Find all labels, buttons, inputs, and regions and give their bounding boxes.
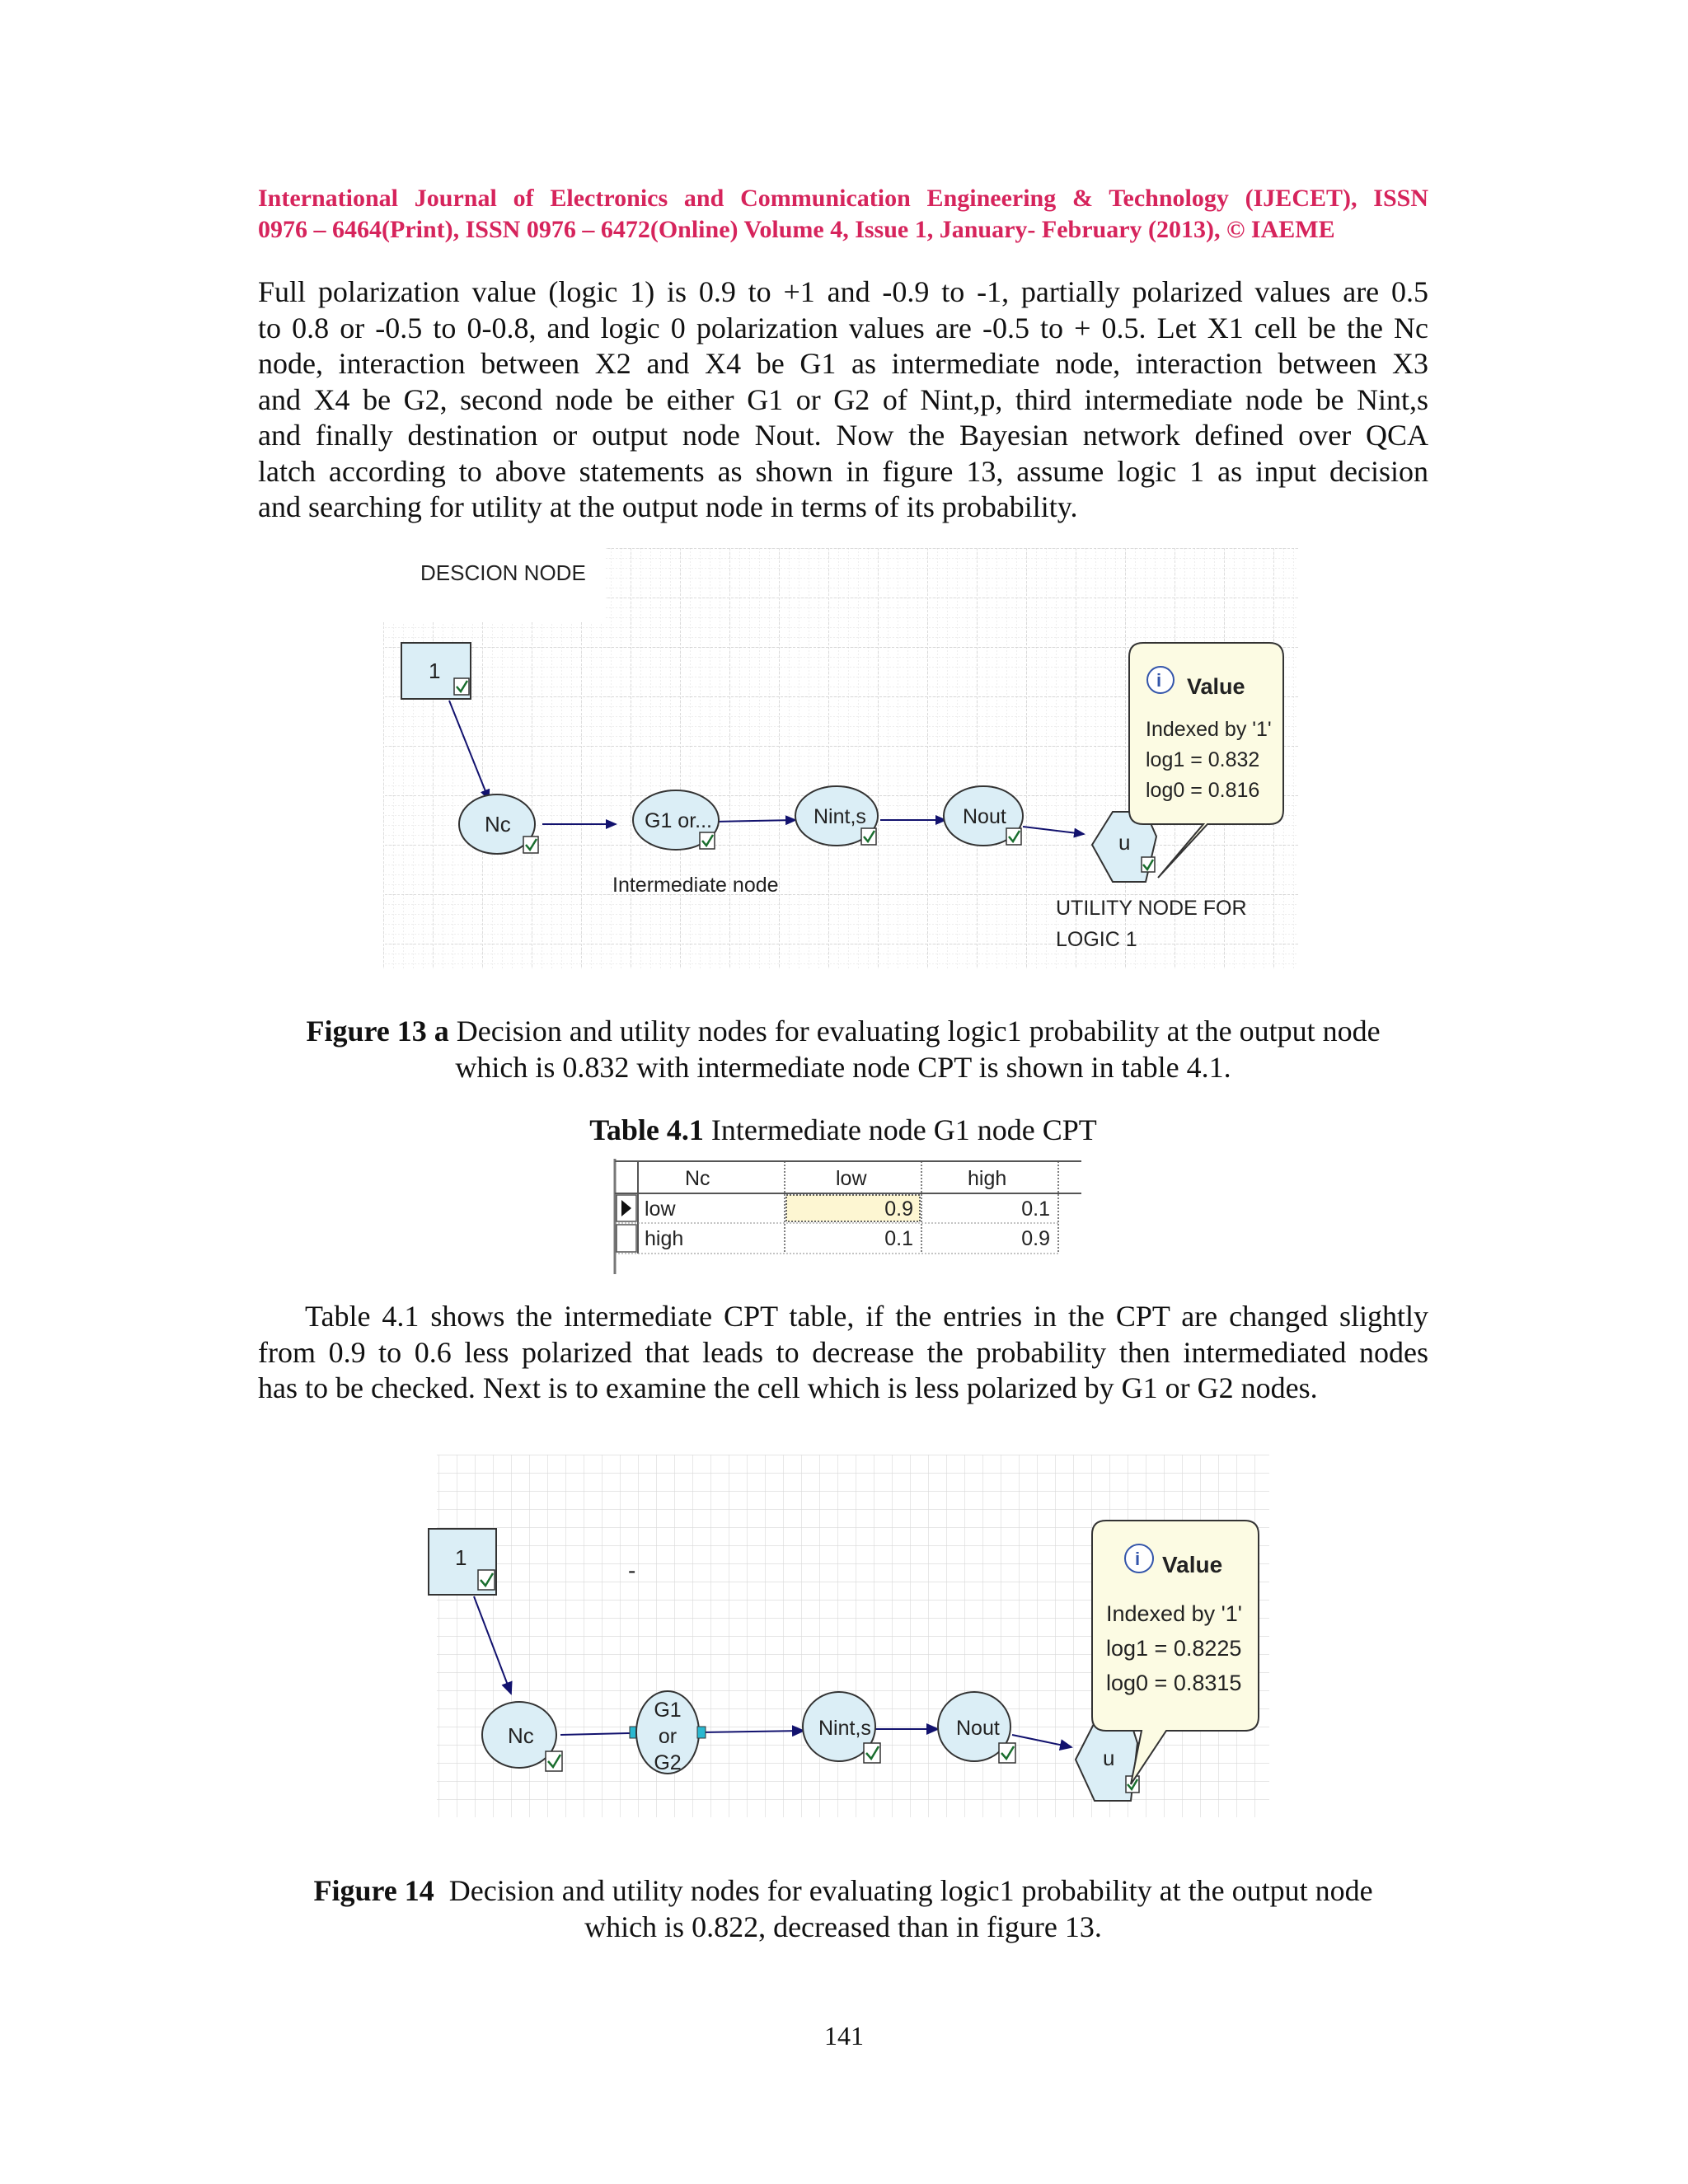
- callout-title: Value: [1187, 674, 1245, 699]
- stray-dash: -: [628, 1558, 636, 1583]
- table-row-label: low: [645, 1197, 676, 1221]
- figure-13-caption-text-2: which is 0.832 with intermediate node CPT is shown in table 4.1.: [455, 1050, 1231, 1084]
- header-line-2: 0976 – 6464(Print), ISSN 0976 – 6472(Online) Volume 4, Issue 1, January- February (2013), © IAEME: [258, 216, 1335, 243]
- svg-text:i: i: [1135, 1549, 1141, 1569]
- text-line: latch according to above statements as shown in figure 13, assume logic 1 as input decision: [258, 454, 1428, 488]
- figure-13-caption-label: Figure 13 a: [306, 1015, 449, 1047]
- figure-14-caption: [258, 1873, 1428, 1945]
- decision-node[interactable]: [401, 643, 471, 699]
- svg-text:i: i: [1156, 670, 1162, 691]
- callout-log1: log1 = 0.8225: [1106, 1636, 1242, 1661]
- decision-node[interactable]: [429, 1529, 496, 1595]
- port-icon: [697, 1727, 706, 1738]
- text-line: has to be checked. Next is to examine the cell which is less polarized by G1 or G2 nodes.: [258, 1371, 1318, 1404]
- text-line: node, interaction between X2 and X4 be G1 as intermediate node, interaction between X3: [258, 347, 1428, 380]
- node-nc-label: Nc: [508, 1723, 534, 1748]
- table-cell[interactable]: 0.1: [1021, 1197, 1050, 1221]
- node-g-line: G1: [654, 1699, 682, 1722]
- table-caption-text: Intermediate node G1 node CPT: [703, 1113, 1097, 1146]
- callout-index: Indexed by '1': [1106, 1601, 1242, 1626]
- table-4-1-caption: [258, 1113, 1428, 1147]
- figure-14-network: [420, 1455, 1269, 1817]
- node-g1-label: G1 or...: [645, 809, 712, 832]
- decision-node-value: 1: [429, 658, 441, 683]
- utility-node-label: u: [1103, 1746, 1115, 1770]
- node-g-line: or: [658, 1725, 678, 1748]
- cpt-table: [613, 1159, 1083, 1274]
- figure-14-caption-text-2: which is 0.822, decreased than in figure 13.: [584, 1910, 1102, 1943]
- paragraph-intro: [258, 274, 1428, 526]
- page-number: 141: [824, 2021, 864, 2050]
- table-cell[interactable]: 0.1: [884, 1227, 913, 1250]
- text-line: and searching for utility at the output node in terms of its probability.: [258, 490, 1078, 523]
- decision-node-label: DESCION NODE: [420, 560, 586, 585]
- table-cell[interactable]: 0.9: [1021, 1227, 1050, 1250]
- table-header-nc: Nc: [685, 1167, 710, 1190]
- figure-13-caption-text-1: Decision and utility nodes for evaluating logic1 probability at the output node: [448, 1015, 1381, 1047]
- node-nint-s-label: Nint,s: [814, 805, 866, 828]
- node-nint-s[interactable]: [795, 786, 878, 846]
- figure-13-caption: [258, 1014, 1428, 1085]
- header-line-1: International Journal of Electronics and Communication Engineering & Technology (IJECET), ISSN: [258, 185, 1428, 212]
- table-header-high: high: [968, 1167, 1007, 1190]
- table-row-label: high: [645, 1227, 684, 1250]
- text-line: and finally destination or output node Nout. Now the Bayesian network defined over QCA: [258, 419, 1428, 452]
- paragraph-cpt: [258, 1299, 1428, 1407]
- callout-log0: log0 = 0.8315: [1106, 1671, 1242, 1695]
- text-line: and X4 be G2, second node be either G1 or G2 of Nint,p, third intermediate node be Nint,s: [258, 382, 1428, 416]
- utility-node-label: u: [1118, 830, 1131, 855]
- text-line: Table 4.1 shows the intermediate CPT table, if the entries in the CPT are changed slightly: [305, 1300, 1428, 1333]
- node-g-line: G2: [654, 1751, 682, 1774]
- figure-14-caption-label: Figure 14: [313, 1874, 434, 1907]
- figure-14-caption-text-1: Decision and utility nodes for evaluating logic1 probability at the output node: [434, 1874, 1373, 1907]
- node-g1[interactable]: [633, 790, 719, 850]
- node-nc-label: Nc: [485, 812, 511, 837]
- utility-node-label-1: UTILITY NODE FOR: [1056, 897, 1247, 920]
- figure-13-network: [383, 548, 1298, 968]
- decision-node-value: 1: [455, 1545, 467, 1570]
- table-cell[interactable]: 0.9: [884, 1197, 913, 1221]
- node-nint-s-label: Nint,s: [818, 1717, 871, 1740]
- utility-node-label-2: LOGIC 1: [1056, 928, 1137, 951]
- journal-header: [258, 183, 1428, 246]
- text-line: Full polarization value (logic 1) is 0.9 to +1 and -0.9 to -1, partially polarized values are 0.5: [258, 275, 1428, 308]
- callout-title: Value: [1162, 1552, 1223, 1577]
- table-caption-label: Table 4.1: [589, 1113, 704, 1146]
- callout-log0: log0 = 0.816: [1146, 779, 1260, 802]
- table-header-low: low: [836, 1167, 867, 1190]
- node-nout-label: Nout: [963, 805, 1006, 828]
- text-line: from 0.9 to 0.6 less polarized that leads to decrease the probability then intermediated nodes: [258, 1335, 1428, 1369]
- node-nout[interactable]: [944, 786, 1023, 846]
- callout-log1: log1 = 0.832: [1146, 748, 1260, 771]
- node-nout-label: Nout: [956, 1717, 1000, 1740]
- intermediate-node-label: Intermediate node: [612, 874, 779, 897]
- callout-index: Indexed by '1': [1146, 718, 1272, 741]
- text-line: to 0.8 or -0.5 to 0-0.8, and logic 0 polarization values are -0.5 to + 0.5. Let X1 cell be the Nc: [258, 311, 1428, 344]
